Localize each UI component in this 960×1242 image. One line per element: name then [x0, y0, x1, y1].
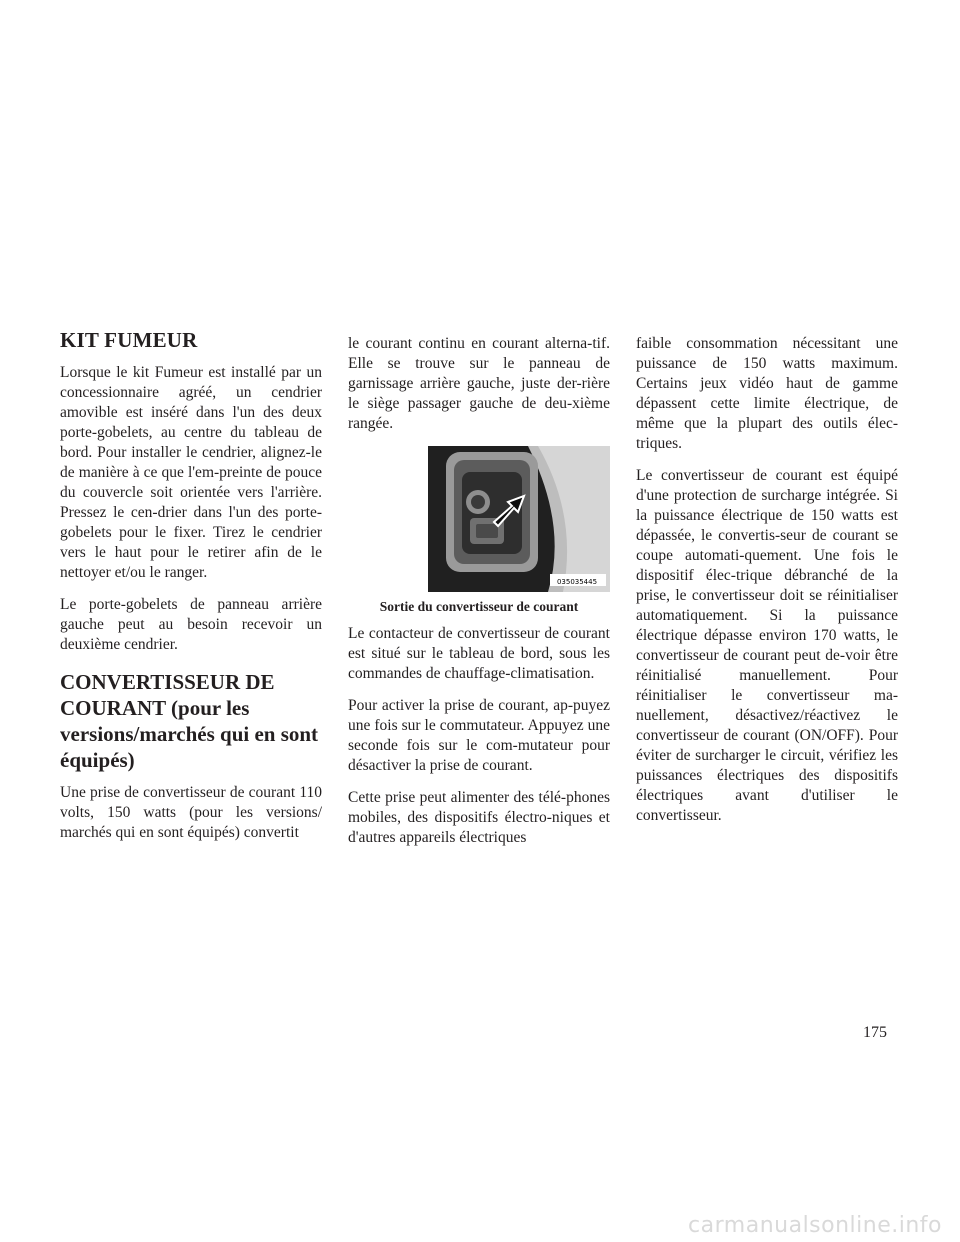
paragraph-inverter-location: le courant continu en courant alterna-tif. Elle se trouve sur le panneau de garnissage arrière gauche, juste der-rière le siège passager gauche de deu-xième rangée.: [348, 335, 610, 432]
heading-kit-fumeur: KIT FUMEUR: [60, 328, 198, 352]
column-2: [348, 334, 610, 860]
inverter-outlet-photo: [428, 446, 610, 592]
figure-code: 0350354​45: [556, 578, 598, 586]
page-number: 175: [863, 1024, 887, 1041]
paragraph-second-ashtray: Le porte-gobelets de panneau arrière gauche peut au besoin recevoir un deuxième cendrier.: [60, 596, 322, 653]
paragraph-switch-location: Le contacteur de convertisseur de courant est situé sur le tableau de bord, sous les commandes de chauffage-climatisation.: [348, 625, 610, 682]
figure-caption: Sortie du convertisseur de courant: [379, 599, 579, 614]
column-3: [636, 334, 898, 838]
paragraph-devices: Cette prise peut alimenter des télé-phones mobiles, des dispositifs électro-niques et d'autres appareils électriques: [348, 789, 610, 846]
paragraph-low-consumption: faible consommation nécessitant une puissance de 150 watts maximum. Certains jeux vidéo haut de gamme dépassent cette limite électrique, de même que la plupart des outils élec-triques.: [636, 335, 898, 452]
watermark: carmanualsonline.info: [688, 1213, 942, 1238]
heading-power-inverter: CONVERTISSEUR DE COURANT (pour les versions/marchés qui en sont équipés): [60, 670, 319, 772]
paragraph-activate: Pour activer la prise de courant, ap-puyez une fois sur le commutateur. Appuyez une seconde fois sur le com-mutateur pour désactiver la prise de courant.: [348, 697, 610, 774]
paragraph-inverter-intro: Une prise de convertisseur de courant 110 volts, 150 watts (pour les versions/ marchés qui en sont équipés) convertit: [60, 784, 322, 841]
column-1: [60, 316, 322, 855]
inverter-outlet-illustration: [428, 446, 610, 592]
paragraph-kit-install: Lorsque le kit Fumeur est installé par un concessionnaire agréé, un cendrier amovible est inséré dans l'un des deux porte-gobelets, au centre du tableau de bord. Pour installer le cendrier, alignez-le de manière à ce que l'em-preinte de pouce du couvercle soit orientée vers l'arrière. Pressez le cen-drier dans l'un des porte-gobelets pour le fixer. Tirez le cendrier vers le haut pour le retirer afin de le nettoyer et/ou le ranger.: [60, 364, 322, 581]
paragraph-overload-protection: Le convertisseur de courant est équipé d'une protection de surcharge intégrée. Si la puissance électrique de 150 watts est dépassée, le convertis-seur de courant se coupe automati-quement. Une fois le dispositif élec-trique débranché de la prise, le convertisseur doit se réinitialiser automatiquement. Si la puissance électrique dépasse environ 170 watts, le convertisseur de courant peut de-voir être réinitialisé manuellement. Pour réinitialiser le convertisseur ma-nuellement, désactivez/réactivez le convertisseur de courant (ON/OFF). Pour éviter de surcharger le circuit, vérifiez les puissances électriques des dispositifs électriques avant d'utiliser le convertisseur.: [636, 467, 898, 824]
